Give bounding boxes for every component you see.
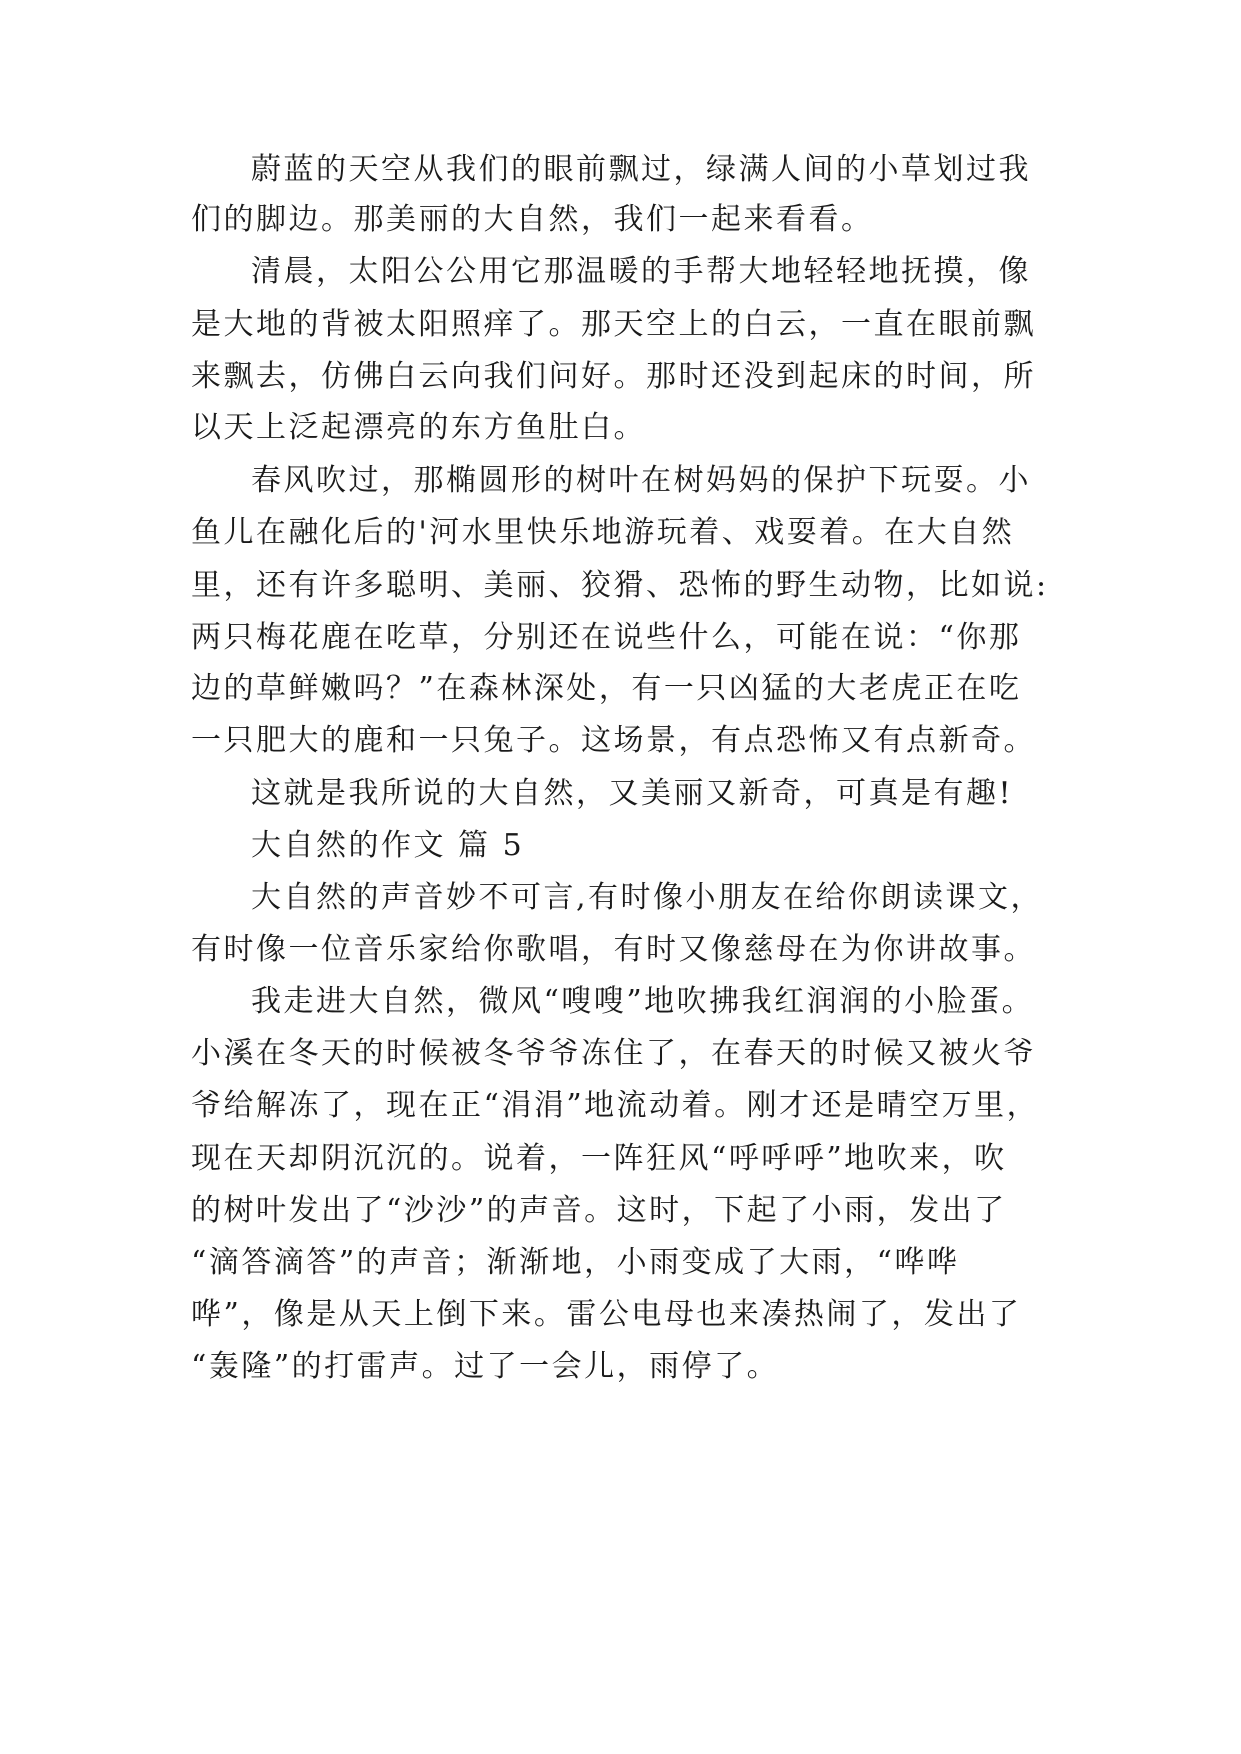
paragraph-line: 边的草鲜嫩吗？”在森林深处，有一只凶猛的大老虎正在吃	[191, 671, 1022, 706]
paragraph-line: 以天上泛起漂亮的东方鱼肚白。	[191, 410, 646, 445]
paragraph-line: 两只梅花鹿在吃草，分别还在说些什么，可能在说：“你那	[191, 620, 1022, 655]
paragraph-line: 里，还有许多聪明、美丽、狡猾、恐怖的野生动物，比如说:	[191, 568, 1049, 603]
paragraph-line: 一只肥大的鹿和一只兔子。这场景，有点恐怖又有点新奇。	[191, 723, 1036, 758]
paragraph-line: “轰隆”的打雷声。过了一会儿，雨停了。	[191, 1349, 780, 1384]
paragraph-line: 蔚蓝的天空从我们的眼前飘过，绿满人间的小草划过我	[251, 152, 1031, 187]
paragraph-line: 春风吹过，那椭圆形的树叶在树妈妈的保护下玩耍。小	[251, 463, 1031, 498]
paragraph-line: 这就是我所说的大自然，又美丽又新奇，可真是有趣!	[251, 776, 1014, 811]
section-heading: 大自然的作文 篇 5	[251, 828, 525, 863]
paragraph-line: 们的脚边。那美丽的大自然，我们一起来看看。	[191, 202, 874, 237]
paragraph-line: 是大地的背被太阳照痒了。那天空上的白云，一直在眼前飘	[191, 307, 1036, 342]
paragraph-line: 小溪在冬天的时候被冬爷爷冻住了，在春天的时候又被火爷	[191, 1036, 1036, 1071]
paragraph-line: 大自然的声音妙不可言,有时像小朋友在给你朗读课文，	[251, 880, 1044, 915]
paragraph-line: 鱼儿在融化后的'河水里快乐地游玩着、戏耍着。在大自然	[191, 515, 1015, 550]
paragraph-line: 清晨，太阳公公用它那温暖的手帮大地轻轻地抚摸，像	[251, 254, 1031, 289]
paragraph-line: 有时像一位音乐家给你歌唱，有时又像慈母在为你讲故事。	[191, 932, 1036, 967]
paragraph-line: 爷给解冻了，现在正“涓涓”地流动着。刚才还是晴空万里，	[191, 1088, 1040, 1123]
paragraph-line: 的树叶发出了“沙沙”的声音。这时，下起了小雨，发出了	[191, 1193, 1007, 1228]
paragraph-line: 我走进大自然，微风“嗖嗖”地吹拂我红润润的小脸蛋。	[251, 984, 1035, 1019]
paragraph-line: “滴答滴答”的声音；渐渐地，小雨变成了大雨，“哗哗	[191, 1245, 960, 1280]
paragraph-line: 现在天却阴沉沉的。说着，一阵狂风“呼呼呼”地吹来，吹	[191, 1141, 1007, 1176]
paragraph-line: 哗”，像是从天上倒下来。雷公电母也来凑热闹了，发出了	[191, 1297, 1022, 1332]
paragraph-line: 来飘去，仿佛白云向我们问好。那时还没到起床的时间，所	[191, 359, 1036, 394]
